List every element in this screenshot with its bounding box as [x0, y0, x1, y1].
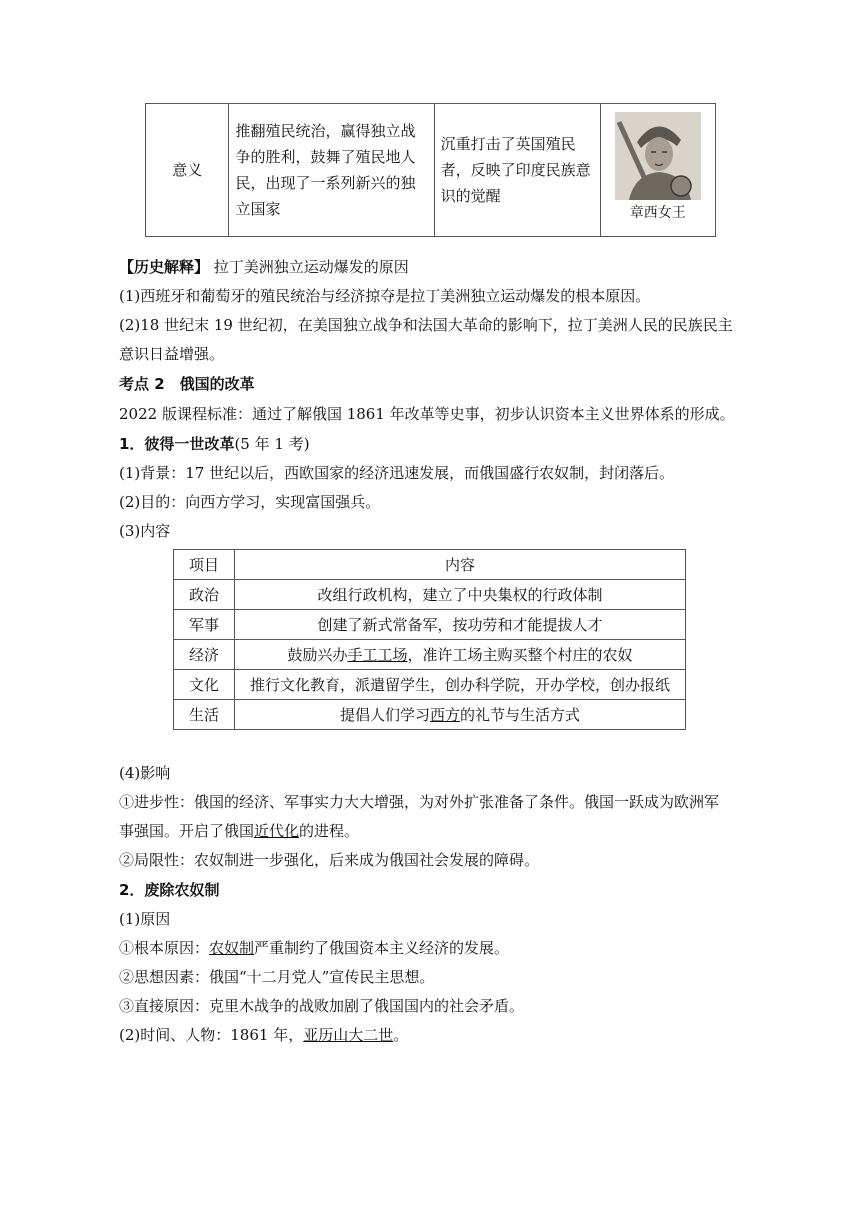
curriculum-standard: 2022 版课程标准：通过了解俄国 1861 年改革等史事，初步认识资本主义世界体系的形成。	[119, 405, 735, 423]
text: 。	[393, 1026, 409, 1044]
paragraph: (4)影响	[119, 764, 171, 782]
paragraph: (3)内容	[119, 522, 171, 540]
table-row	[174, 580, 686, 610]
table-header-row	[174, 550, 686, 580]
paragraph: (1)原因	[119, 910, 171, 928]
paragraph: (1)背景：17 世纪以后，西欧国家的经济迅速发展，而俄国盛行农奴制，封闭落后。	[119, 464, 675, 482]
row-item: 政治	[174, 580, 235, 610]
history-explain-title	[119, 257, 409, 277]
text: ①根本原因：	[119, 939, 210, 957]
row-content	[235, 580, 686, 610]
paragraph: 意识日益增强。	[119, 345, 225, 363]
underlined-term: 亚历山大二世	[303, 1026, 394, 1044]
paragraph	[119, 1025, 408, 1045]
row-item: 生活	[174, 700, 235, 730]
row-item: 经济	[174, 640, 235, 670]
text: (2)时间、人物：1861 年，	[119, 1026, 304, 1044]
text: 鼓励兴办	[287, 646, 348, 664]
table-row	[174, 610, 686, 640]
section-title: 拉丁美洲独立运动爆发的原因	[213, 258, 409, 276]
row-content	[235, 670, 686, 700]
portrait-caption: 章西女王	[629, 205, 686, 221]
paragraph: ②局限性：农奴制进一步强化，后来成为俄国社会发展的障碍。	[119, 851, 540, 869]
underlined-term: 西方	[429, 706, 460, 724]
latin-america-significance: 推翻殖民统治，赢得独立战争的胜利，鼓舞了殖民地人民，出现了一系列新兴的独立国家	[229, 104, 434, 237]
paragraph: ③直接原因：克里木战争的战败加剧了俄国国内的社会矛盾。	[119, 997, 525, 1015]
underlined-term: 手工工场	[347, 646, 408, 664]
paragraph	[119, 938, 509, 958]
text: 的礼节与生活方式	[460, 706, 581, 724]
row-item: 军事	[174, 610, 235, 640]
table-row	[174, 640, 686, 670]
reform-content-table	[173, 549, 686, 730]
underlined-term: 近代化	[254, 822, 300, 840]
portrait-cell	[600, 104, 715, 237]
underlined-term: 农奴制	[209, 939, 255, 957]
row-label: 意义	[146, 104, 229, 237]
row-content	[235, 610, 686, 640]
paragraph: ②思想因素：俄国“十二月党人”宣传民主思想。	[119, 968, 435, 986]
text: 事强国。开启了俄国	[119, 822, 255, 840]
paragraph: ①进步性：俄国的经济、军事实力大大增强，为对外扩张准备了条件。俄国一跃成为欧洲军	[119, 793, 720, 811]
india-significance: 沉重打击了英国殖民者，反映了印度民族意识的觉醒	[434, 104, 600, 237]
paragraph: (1)西班牙和葡萄牙的殖民统治与经济掠夺是拉丁美洲独立运动爆发的根本原因。	[119, 287, 651, 305]
significance-row	[146, 104, 716, 237]
section-tag: 【历史解释】	[119, 258, 210, 276]
exam-note: (5 年 1 考)	[234, 435, 310, 453]
table-row	[174, 700, 686, 730]
row-item: 文化	[174, 670, 235, 700]
text: 的进程。	[299, 822, 360, 840]
header-cell: 内容	[235, 550, 686, 580]
section-heading: 考点 2 俄国的改革	[119, 375, 255, 393]
subheading-peter	[119, 434, 310, 454]
significance-table	[145, 103, 716, 237]
text: 创建了新式常备军，按功劳和才能提拔人才	[317, 616, 603, 634]
paragraph	[119, 821, 359, 841]
subheading-abolish: 2．废除农奴制	[119, 881, 220, 899]
text: 推行文化教育，派遣留学生，创办科学院，开办学校，创办报纸	[249, 676, 670, 694]
table-row	[174, 670, 686, 700]
header-cell: 项目	[174, 550, 235, 580]
text: 严重制约了俄国资本主义经济的发展。	[254, 939, 510, 957]
text: 改组行政机构，建立了中央集权的行政体制	[317, 586, 603, 604]
subheading-text: 1．彼得一世改革	[119, 435, 235, 453]
rani-portrait-image	[615, 112, 701, 200]
text: 提倡人们学习	[339, 706, 430, 724]
row-content	[235, 700, 686, 730]
row-content	[235, 640, 686, 670]
paragraph: (2)18 世纪末 19 世纪初，在美国独立战争和法国大革命的影响下，拉丁美洲人民的民族民主	[119, 316, 733, 334]
text: ，准许工场主购买整个村庄的农奴	[407, 646, 633, 664]
paragraph: (2)目的：向西方学习，实现富国强兵。	[119, 493, 381, 511]
